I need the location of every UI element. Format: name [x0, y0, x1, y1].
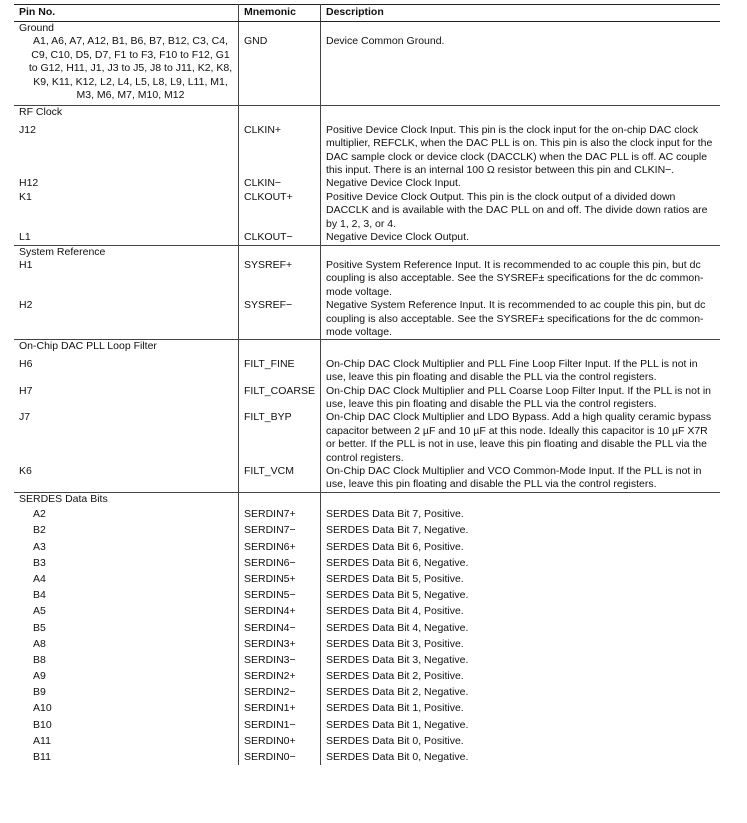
description: SERDES Data Bit 2, Positive. — [326, 670, 464, 683]
pin-number: A1, A6, A7, A12, B1, B6, B7, B12, C3, C4, C9, C10, D5, D7, F1 to F3, F10 to F12, G1 to G12, H11, J1, J3 to J5, J8 to J11, K2, K8, K9, K11, K12, L2, L4, L5, L8, L9, L11, M1, M3, M6, M7, M10, M12 — [28, 35, 233, 102]
mnemonic: SERDIN4− — [239, 620, 321, 636]
header-pin-no: Pin No. — [14, 5, 239, 22]
pin-number: B2 — [14, 522, 239, 538]
table-row — [14, 587, 720, 603]
mnemonic: SERDIN6+ — [239, 539, 321, 555]
table-row — [14, 571, 720, 587]
section-title: Ground — [14, 22, 239, 36]
description: On-Chip DAC Clock Multiplier and LDO Bypass. Add a high quality ceramic bypass capacitor between 2 µF and 10 µF at this node. Ideally this capacitor is 10 µF X7R or better. If the PLL is not in use, leave this pin floating and disable the PLL via the control registers. — [326, 411, 712, 464]
pin-number: A4 — [14, 571, 239, 587]
description: Positive System Reference Input. It is recommended to ac couple this pin, but dc coupling is also acceptable. See the SYSREF± specifications for the dc common-mode voltage. — [326, 258, 704, 298]
pin-number: H1 — [14, 259, 239, 299]
mnemonic: SERDIN3+ — [239, 636, 321, 652]
mnemonic: SERDIN1+ — [239, 700, 321, 716]
table-row — [14, 177, 720, 190]
table-row — [14, 749, 720, 765]
pin-number: A2 — [14, 506, 239, 522]
table-row — [14, 120, 720, 178]
description: SERDES Data Bit 7, Positive. — [326, 508, 464, 521]
description: SERDES Data Bit 6, Negative. — [326, 556, 469, 569]
section-ground — [14, 22, 720, 36]
table-row — [14, 354, 720, 385]
pin-number: H2 — [14, 299, 239, 340]
mnemonic: SERDIN0− — [239, 749, 321, 765]
description: SERDES Data Bit 4, Negative. — [326, 621, 469, 634]
mnemonic: SERDIN4+ — [239, 603, 321, 619]
mnemonic: SERDIN1− — [239, 717, 321, 733]
table-row — [14, 603, 720, 619]
mnemonic: CLKIN− — [239, 177, 321, 190]
description: SERDES Data Bit 6, Positive. — [326, 540, 464, 553]
table-row — [14, 465, 720, 492]
section-title: System Reference — [14, 245, 239, 259]
description: Device Common Ground. — [321, 35, 721, 106]
pin-number: H7 — [14, 385, 239, 412]
description: On-Chip DAC Clock Multiplier and PLL Fine Loop Filter Input. If the PLL is not in use, leave this pin floating and disable the PLL via the control registers. — [326, 357, 698, 384]
pin-number: J7 — [14, 411, 239, 465]
table-row — [14, 191, 720, 231]
pin-number: A9 — [14, 668, 239, 684]
table-row — [14, 668, 720, 684]
table-row — [14, 506, 720, 522]
mnemonic: FILT_VCM — [239, 465, 321, 492]
pin-number: A10 — [14, 700, 239, 716]
pin-number: L1 — [14, 231, 239, 245]
description: Positive Device Clock Output. This pin is the clock output of a divided down DACCLK and is available with the DAC PLL on and off. The divide down ratios are by 1, 2, 3, or 4. — [326, 190, 708, 230]
pin-number: K6 — [14, 465, 239, 492]
mnemonic: SERDIN6− — [239, 555, 321, 571]
pin-number: B5 — [14, 620, 239, 636]
table-row — [14, 35, 720, 106]
header-description: Description — [321, 5, 721, 22]
table-row — [14, 259, 720, 299]
mnemonic: SERDIN2− — [239, 684, 321, 700]
description: SERDES Data Bit 1, Positive. — [326, 702, 464, 715]
section-title: SERDES Data Bits — [14, 492, 239, 506]
section-pll-loop-filter — [14, 340, 720, 354]
description: SERDES Data Bit 5, Negative. — [326, 589, 469, 602]
section-system-reference — [14, 245, 720, 259]
table-row — [14, 700, 720, 716]
description: SERDES Data Bit 4, Positive. — [326, 605, 464, 618]
table-row — [14, 636, 720, 652]
mnemonic: SERDIN5+ — [239, 571, 321, 587]
description: SERDES Data Bit 5, Positive. — [326, 572, 464, 585]
description: Negative Device Clock Output. — [321, 231, 721, 245]
description: Negative System Reference Input. It is recommended to ac couple this pin, but dc coupling is also acceptable. See the SYSREF± specifications for the dc common-mode voltage. — [321, 299, 721, 340]
mnemonic: SYSREF+ — [239, 259, 321, 299]
mnemonic: SERDIN5− — [239, 587, 321, 603]
mnemonic: CLKIN+ — [239, 120, 321, 178]
table-row — [14, 539, 720, 555]
mnemonic: SERDIN3− — [239, 652, 321, 668]
pin-number: B4 — [14, 587, 239, 603]
pin-number: K1 — [14, 191, 239, 231]
pin-number: B8 — [14, 652, 239, 668]
table-row — [14, 717, 720, 733]
description: On-Chip DAC Clock Multiplier and VCO Common-Mode Input. If the PLL is not in use, leave this pin floating and disable the PLL via the control registers. — [321, 465, 721, 492]
mnemonic: FILT_FINE — [239, 354, 321, 385]
description: SERDES Data Bit 1, Negative. — [326, 718, 469, 731]
table-row — [14, 385, 720, 412]
description: SERDES Data Bit 0, Negative. — [326, 751, 469, 764]
table-row — [14, 231, 720, 245]
section-title: RF Clock — [14, 106, 239, 120]
mnemonic: CLKOUT− — [239, 231, 321, 245]
pin-number: B3 — [14, 555, 239, 571]
description: Negative Device Clock Input. — [326, 177, 461, 190]
description: On-Chip DAC Clock Multiplier and PLL Coarse Loop Filter Input. If the PLL is not in use, leave this pin floating and disable the PLL via the control registers. — [326, 384, 711, 410]
description: Positive Device Clock Input. This pin is the clock input for the on-chip DAC clock multiplier, REFCLK, when the DAC PLL is on. This pin is also the clock input for the DAC sample clock or device clock (DACCLK) when the DAC PLL is off. AC couple this input. There is an internal 100 Ω resistor between this pin and CLKIN−. — [326, 123, 713, 177]
mnemonic: SERDIN2+ — [239, 668, 321, 684]
table-row — [14, 411, 720, 465]
pin-number: A11 — [14, 733, 239, 749]
section-serdes-data-bits — [14, 492, 720, 506]
table-row — [14, 299, 720, 340]
pin-number: A8 — [14, 636, 239, 652]
description: SERDES Data Bit 3, Negative. — [326, 653, 469, 666]
header-mnemonic: Mnemonic — [239, 5, 321, 22]
pin-function-table — [14, 4, 720, 765]
section-rf-clock — [14, 106, 720, 120]
description: SERDES Data Bit 3, Positive. — [326, 637, 464, 650]
section-title: On-Chip DAC PLL Loop Filter — [14, 340, 239, 354]
mnemonic: SERDIN7− — [239, 522, 321, 538]
mnemonic: SYSREF− — [239, 299, 321, 340]
pin-number: J12 — [14, 120, 239, 178]
pin-number: A3 — [14, 539, 239, 555]
description: SERDES Data Bit 7, Negative. — [326, 524, 469, 537]
header-row — [14, 5, 720, 22]
mnemonic: FILT_COARSE — [239, 385, 321, 412]
pin-number: A5 — [14, 603, 239, 619]
table-row — [14, 733, 720, 749]
table-row — [14, 522, 720, 538]
pin-number: B11 — [14, 749, 239, 765]
table-row — [14, 652, 720, 668]
description: SERDES Data Bit 2, Negative. — [326, 686, 469, 699]
pin-number: H12 — [14, 177, 239, 190]
table-row — [14, 620, 720, 636]
mnemonic: SERDIN7+ — [239, 506, 321, 522]
description: SERDES Data Bit 0, Positive. — [326, 734, 464, 747]
mnemonic: FILT_BYP — [239, 411, 321, 465]
table-row — [14, 684, 720, 700]
mnemonic: SERDIN0+ — [239, 733, 321, 749]
mnemonic: GND — [239, 35, 321, 106]
mnemonic: CLKOUT+ — [239, 191, 321, 231]
pin-number: B10 — [14, 717, 239, 733]
pin-number: B9 — [14, 684, 239, 700]
table-row — [14, 555, 720, 571]
pin-number: H6 — [14, 354, 239, 385]
